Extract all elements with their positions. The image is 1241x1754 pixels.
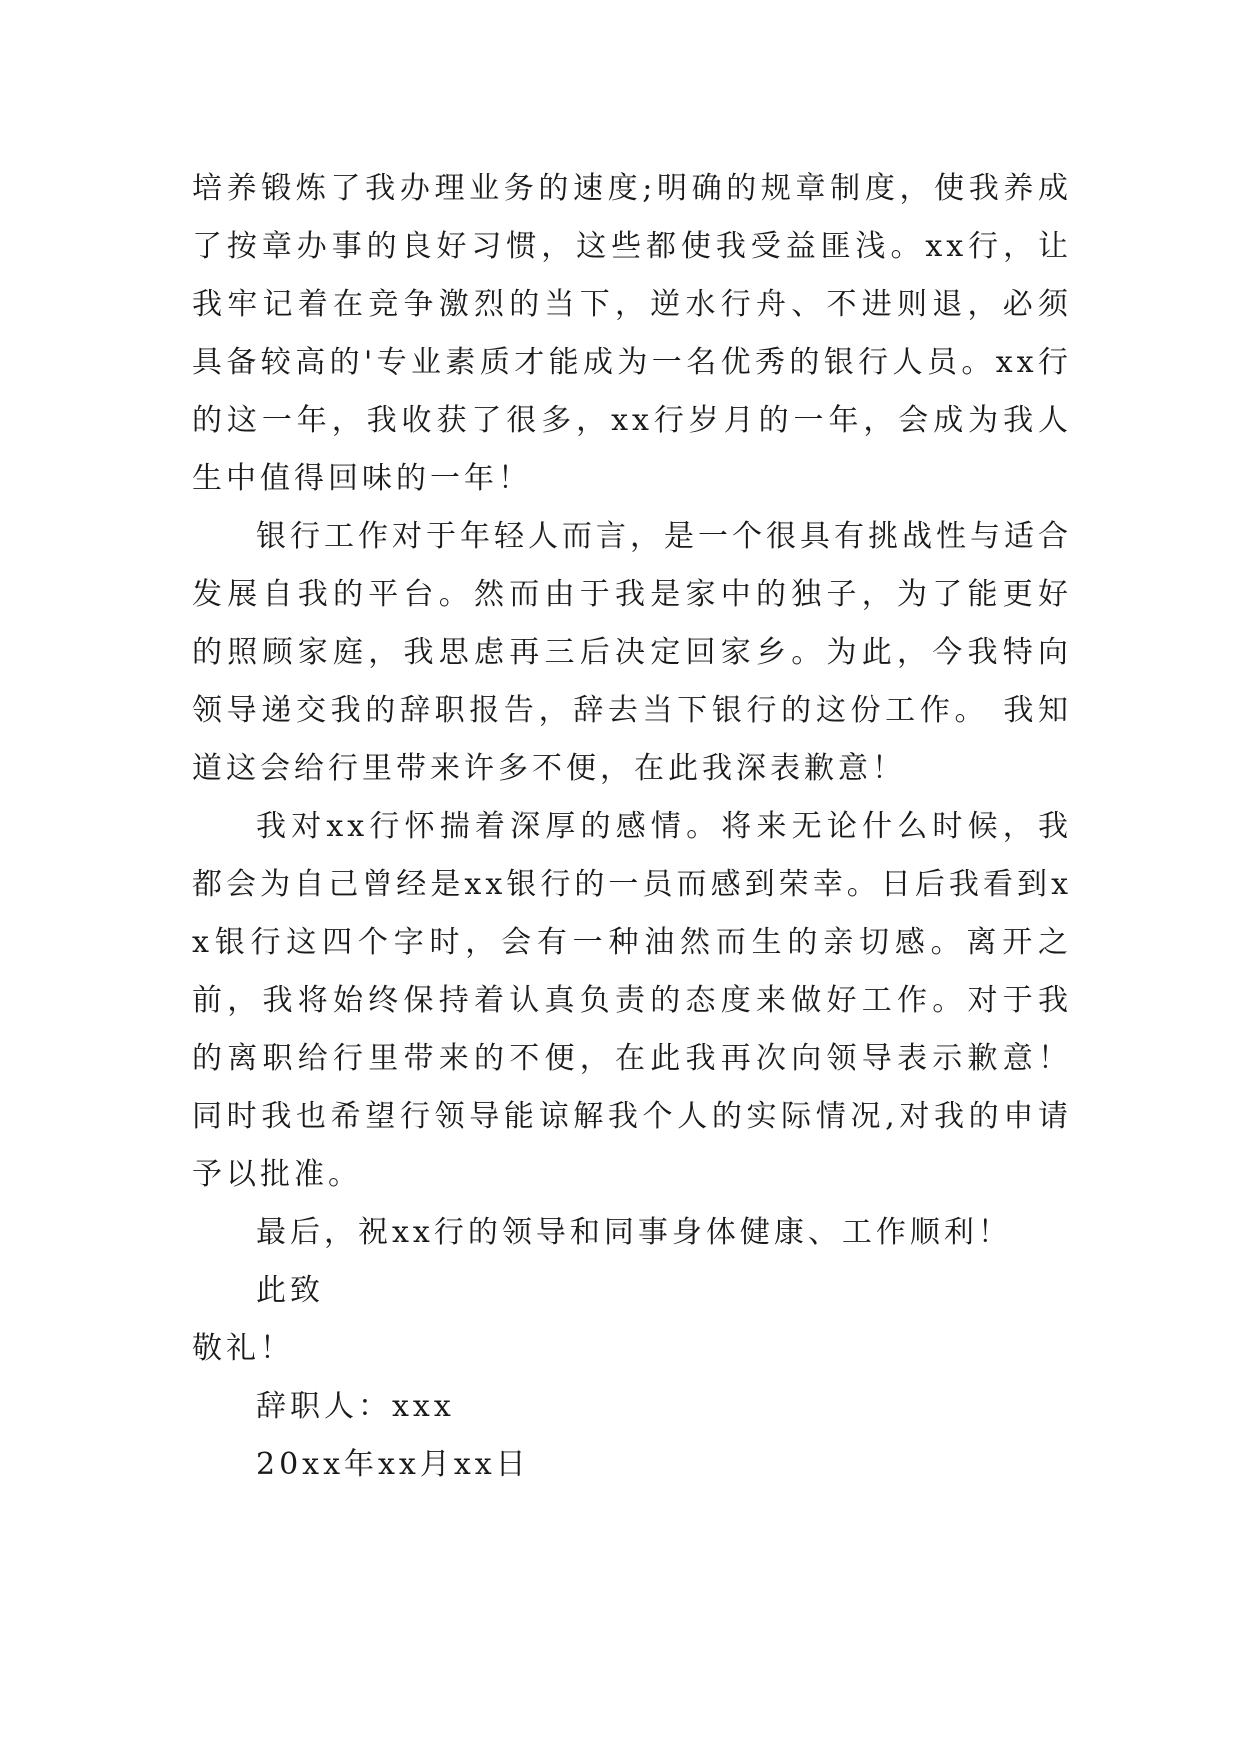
document-body — [192, 160, 1072, 1494]
paragraph-3: 我对xx行怀揣着深厚的感情。将来无论什么时候，我都会为自己曾经是xx银行的一员而感到荣幸。日后我看到xx银行这四个字时，会有一种油然而生的亲切感。离开之前，我将始终保持着认真负责的态度来做好工作。对于我的离职给行里带来的不便，在此我再次向领导表示歉意！同时我也希望行领导能谅解我个人的实际情况,对我的申请予以批准。 — [192, 809, 1072, 1192]
salutation-jingli: 敬礼！ — [192, 1331, 294, 1366]
closing-wish: 最后，祝xx行的领导和同事身体健康、工作顺利！ — [256, 1215, 1012, 1250]
salutation-cizhi: 此致 — [256, 1273, 324, 1308]
signer-line: 辞职人：xxx — [256, 1389, 455, 1424]
paragraph-2: 银行工作对于年轻人而言，是一个很具有挑战性与适合发展自我的平台。然而由于我是家中的独子，为了能更好的照顾家庭，我思虑再三后决定回家乡。为此，今我特向领导递交我的辞职报告，辞去当下银行的这份工作。 我知道这会给行里带来许多不便，在此我深表歉意！ — [192, 519, 1072, 786]
paragraph-1: 培养锻炼了我办理业务的速度;明确的规章制度，使我养成了按章办事的良好习惯，这些都使我受益匪浅。xx行，让我牢记着在竞争激烈的当下，逆水行舟、不进则退，必须具备较高的'专业素质才能成为一名优秀的银行人员。xx行的这一年，我收获了很多，xx行岁月的一年，会成为我人生中值得回味的一年！ — [192, 171, 1072, 496]
date-line: 20xx年xx月xx日 — [256, 1447, 530, 1482]
